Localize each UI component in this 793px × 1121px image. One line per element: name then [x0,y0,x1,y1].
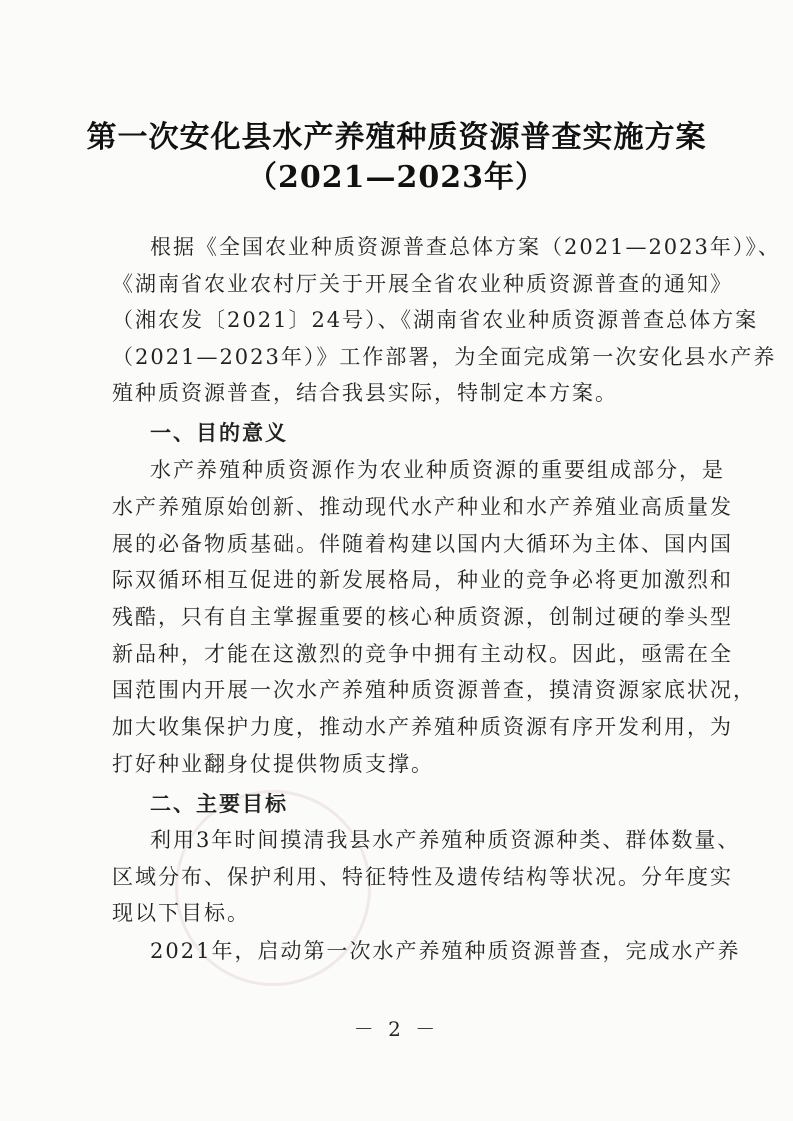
paragraph-line: 加大收集保护力度，推动水产养殖种质资源有序开发利用，为 [112,715,733,739]
paragraph-line: 利用3年时间摸清我县水产养殖种质资源种类、群体数量、 [150,828,741,852]
paragraph-line: （湘农发〔2021〕24号）、《湖南省农业种质资源普查总体方案 [112,308,759,332]
paragraph-line: 残酷，只有自主掌握重要的核心种质资源，创制过硬的拳头型 [112,605,733,629]
paragraph-line: 现以下目标。 [112,901,250,925]
document-subtitle-years: （2021—2023年） [247,160,546,195]
paragraph-line: 水产养殖种质资源作为农业种质资源的重要组成部分，是 [150,458,725,482]
document-title: 第一次安化县水产养殖种质资源普查实施方案 [86,120,707,155]
paragraph-line: 水产养殖原始创新、推动现代水产种业和水产养殖业高质量发 [112,495,733,519]
paragraph-line: 根据《全国农业种质资源普查总体方案（2021—2023年）》、 [150,235,781,259]
paragraph-line: 展的必备物质基础。伴随着构建以国内大循环为主体、国内国 [112,532,733,556]
paragraph-line: 《湖南省农业农村厅关于开展全省农业种质资源普查的通知》 [112,272,733,296]
paragraph-line: 国范围内开展一次水产养殖种质资源普查，摸清资源家底状况， [112,678,756,702]
paragraph-line: 际双循环相互促进的新发展格局，种业的竞争必将更加激烈和 [112,568,733,592]
page-number: － 2 － [353,1017,440,1041]
paragraph-line: 2021年，启动第一次水产养殖种质资源普查，完成水产养 [150,939,741,963]
section-heading-goals: 二、主要目标 [150,792,288,816]
paragraph-line: 新品种，才能在这激烈的竞争中拥有主动权。因此，亟需在全 [112,642,733,666]
paragraph-line: 区域分布、保护利用、特征特性及遗传结构等状况。分年度实 [112,865,733,889]
paragraph-line: 殖种质资源普查，结合我县实际，特制定本方案。 [112,381,618,405]
paragraph-line: （2021—2023年）》工作部署，为全面完成第一次安化县水产养 [112,345,777,369]
section-heading-purpose: 一、目的意义 [150,421,288,445]
paragraph-line: 打好种业翻身仗提供物质支撑。 [112,752,434,776]
